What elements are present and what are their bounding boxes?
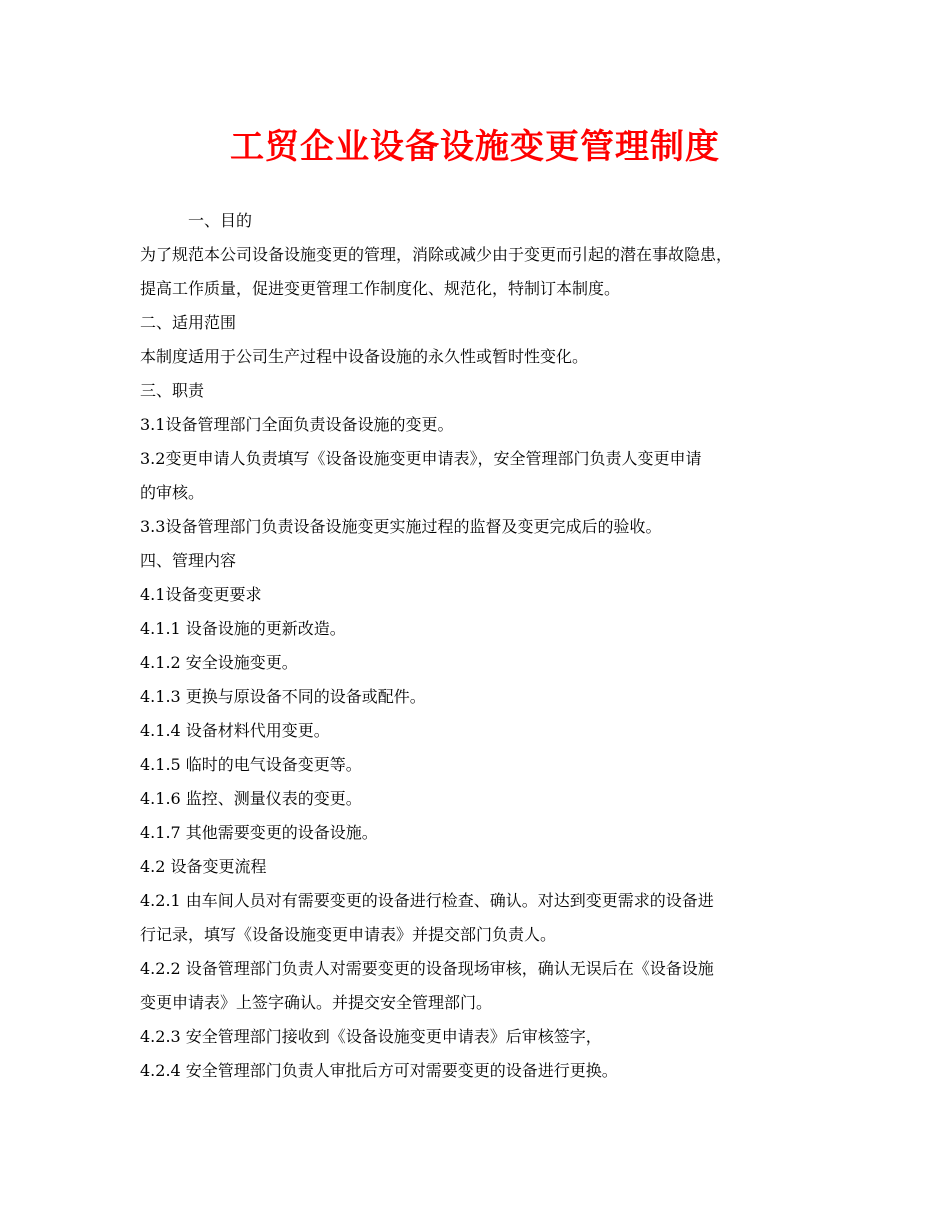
clause-4-2-2: 4.2.2 设备管理部门负责人对需要变更的设备现场审核，确认无误后在《设备设施 <box>140 959 714 978</box>
clause-4-2-4: 4.2.4 安全管理部门负责人审批后方可对需要变更的设备进行更换。 <box>140 1061 618 1080</box>
section-heading-purpose: 一、目的 <box>188 211 253 230</box>
section-heading-scope: 二、适用范围 <box>140 313 237 332</box>
clause-4-1-2: 4.1.2 安全设施变更。 <box>140 653 298 672</box>
clause-4-1-4: 4.1.4 设备材料代用变更。 <box>140 721 330 740</box>
clause-4-2: 4.2 设备变更流程 <box>140 857 267 876</box>
clause-4-2-3: 4.2.3 安全管理部门接收到《设备设施变更申请表》后审核签字， <box>140 1027 602 1046</box>
clause-3-2: 3.2变更申请人负责填写《设备设施变更申请表》，安全管理部门负责人变更申请 <box>140 449 702 468</box>
clause-3-2-continued: 的审核。 <box>140 483 205 502</box>
document-body <box>140 204 830 1088</box>
clause-4-1-6: 4.1.6 监控、测量仪表的变更。 <box>140 789 362 808</box>
clause-4-1-1: 4.1.1 设备设施的更新改造。 <box>140 619 346 638</box>
clause-4-1-3: 4.1.3 更换与原设备不同的设备或配件。 <box>140 687 426 706</box>
paragraph-line: 为了规范本公司设备设施变更的管理，消除或减少由于变更而引起的潜在事故隐患， <box>140 245 733 264</box>
document-title: 工贸企业设备设施变更管理制度 <box>230 127 720 167</box>
paragraph-line: 提高工作质量，促进变更管理工作制度化、规范化，特制订本制度。 <box>140 279 621 298</box>
clause-4-1: 4.1设备变更要求 <box>140 585 262 604</box>
clause-3-1: 3.1设备管理部门全面负责设备设施的变更。 <box>140 415 454 434</box>
clause-4-2-1-continued: 行记录，填写《设备设施变更申请表》并提交部门负责人。 <box>140 925 557 944</box>
clause-4-2-2-continued: 变更申请表》上签字确认。并提交安全管理部门。 <box>140 993 493 1012</box>
section-heading-management: 四、管理内容 <box>140 551 237 570</box>
clause-3-3: 3.3设备管理部门负责设备设施变更实施过程的监督及变更完成后的验收。 <box>140 517 662 536</box>
section-heading-responsibilities: 三、职责 <box>140 381 205 400</box>
clause-4-2-1: 4.2.1 由车间人员对有需要变更的设备进行检查、确认。对达到变更需求的设备进 <box>140 891 714 910</box>
paragraph-line: 本制度适用于公司生产过程中设备设施的永久性或暂时性变化。 <box>140 347 589 366</box>
clause-4-1-5: 4.1.5 临时的电气设备变更等。 <box>140 755 362 774</box>
clause-4-1-7: 4.1.7 其他需要变更的设备设施。 <box>140 823 378 842</box>
